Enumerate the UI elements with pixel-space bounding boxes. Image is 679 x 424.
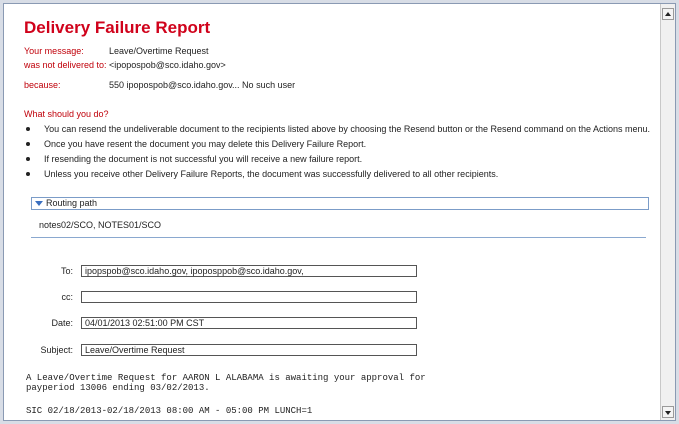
cc-field[interactable]	[81, 291, 417, 303]
your-message-value: Leave/Overtime Request	[109, 46, 209, 56]
routing-path-value: notes02/SCO, NOTES01/SCO	[39, 220, 162, 230]
what-to-do-heading: What should you do?	[24, 109, 109, 119]
bullet-icon	[26, 172, 30, 176]
vertical-scrollbar[interactable]	[660, 4, 675, 420]
not-delivered-label: was not delivered to:	[24, 60, 107, 70]
subject-label: Subject:	[40, 345, 73, 355]
arrow-up-icon	[665, 12, 671, 16]
body-line-3: SIC 02/18/2013-02/18/2013 08:00 AM - 05:00 PM LUNCH=1	[26, 406, 313, 416]
routing-path-label: Routing path	[46, 198, 98, 208]
list-item: Once you have resent the document you may delete this Delivery Failure Report.	[24, 137, 650, 152]
arrow-down-icon	[665, 411, 671, 415]
body-line-2: payperiod 13006 ending 03/02/2013.	[26, 383, 210, 393]
message-body	[26, 373, 426, 393]
scroll-down-button[interactable]	[662, 406, 674, 418]
to-field[interactable]: ipopspob@sco.idaho.gov, ipoposppob@sco.idaho.gov,	[81, 265, 417, 277]
your-message-row	[24, 46, 209, 56]
routing-path-toggle[interactable]	[31, 197, 649, 210]
not-delivered-row	[24, 60, 226, 70]
because-label: because:	[24, 80, 61, 90]
because-row	[24, 80, 295, 90]
bullet-icon	[26, 157, 30, 161]
subject-field[interactable]: Leave/Overtime Request	[81, 344, 417, 356]
bullet-icon	[26, 127, 30, 131]
divider	[31, 237, 646, 238]
scroll-up-button[interactable]	[662, 8, 674, 20]
because-value: 550 ipopospob@sco.idaho.gov... No such user	[109, 80, 296, 90]
cc-label: cc:	[61, 292, 73, 302]
list-item: You can resend the undeliverable document to the recipients listed above by choosing the Resend button or the Resend command on the Actions menu.	[24, 122, 650, 137]
to-label: To:	[60, 266, 73, 276]
date-field[interactable]: 04/01/2013 02:51:00 PM CST	[81, 317, 417, 329]
your-message-label: Your message:	[24, 46, 84, 56]
list-item: If resending the document is not successful you will receive a new failure report.	[24, 152, 650, 167]
delivery-failure-window	[3, 3, 676, 421]
list-item: Unless you receive other Delivery Failure Reports, the document was successfully delivered to all other recipients.	[24, 167, 650, 182]
what-to-do-list	[24, 122, 650, 182]
page-title: Delivery Failure Report	[24, 18, 211, 37]
not-delivered-value: <ipopospob@sco.idaho.gov>	[109, 60, 226, 70]
report-content	[4, 4, 660, 420]
triangle-down-icon[interactable]	[35, 201, 43, 206]
body-line-1: A Leave/Overtime Request for AARON L ALABAMA is awaiting your approval for	[26, 373, 426, 383]
date-label: Date:	[51, 318, 73, 328]
bullet-icon	[26, 142, 30, 146]
